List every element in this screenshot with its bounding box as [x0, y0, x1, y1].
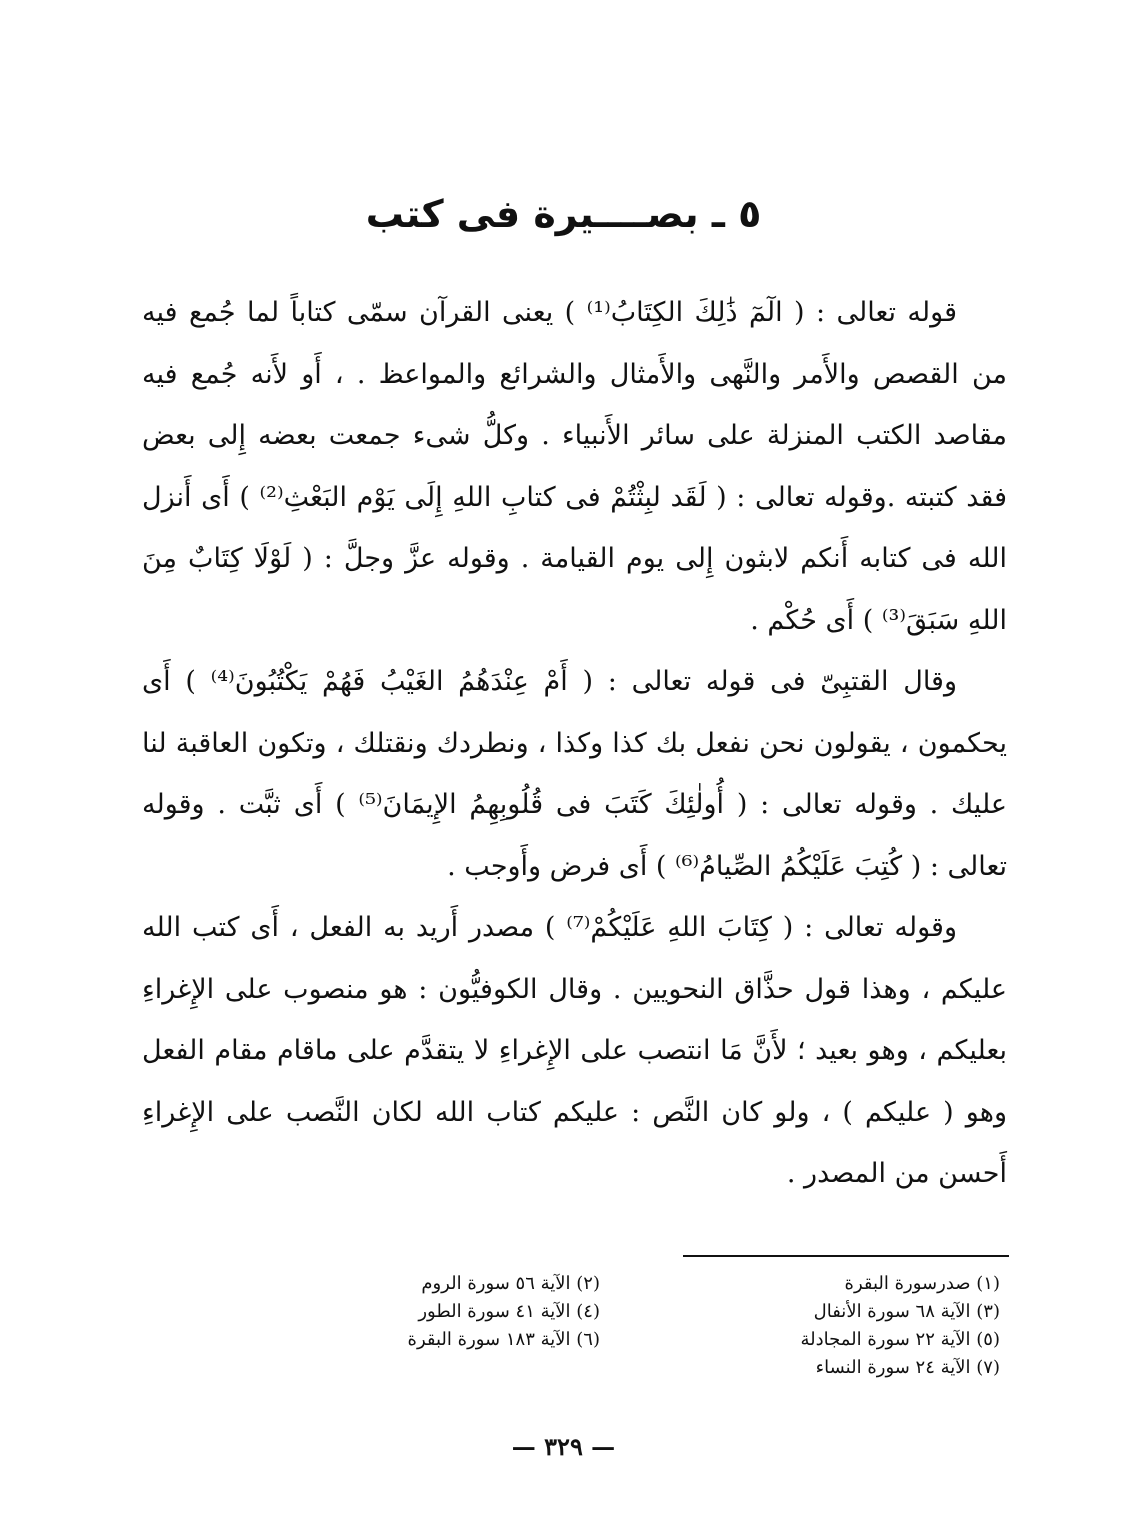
paragraph-2: وقال القتبِىّ فى قوله تعالى : ( أَمْ عِنْدَهُمُ الغَيْبُ فَهُمْ يَكْتُبُونَ⁽⁴⁾ ) أَى يحكمون ، يقولون نحن نفعل بك كذا وكذا ، ونطردك ونقتلك ، وتكون العاقبة لنا عليك . وقوله تعالى : ( أُولٰئِكَ كَتَبَ فى قُلُوبِهِمُ الإِيمَانَ⁽⁵⁾ ) أَى ثبَّت . وقوله تعالى : ( كُتِبَ عَلَيْكُمُ الصِّيامُ⁽⁶⁾ ) أَى فرض وأَوجب . [142, 666, 1007, 882]
footnote-1: (١) صدرسورة البقرة [844, 1273, 1000, 1294]
paragraph-1: قوله تعالى : ( الٓمٓ ذَٰلِكَ الكِتَابُ⁽¹⁾ ) يعنى القرآن سمّى كتاباً لما جُمع فيه من القصص والأَمر والنَّهى والأَمثال والشرائع والمواعظ . ، أَو لأَنه جُمع فيه مقاصد الكتب المنزلة على سائر الأَنبياء . وكلُّ شىء جمعت بعضه إِلى بعض فقد كتبته .وقوله تعالى : ( لَقَد لبِثْتُمْ فى كتابِ اللهِ إِلَى يَوْم البَعْثِ⁽²⁾ ) أَى أَنزل الله فى كتابه أَنكم لابثون إِلى يوم القيامة . وقوله عزَّ وجلَّ : ( لَوْلَا كِتَابٌ مِنَ اللهِ سَبَقَ⁽³⁾ ) أَى حُكْم . [142, 297, 1008, 636]
footnotes [300, 1270, 1000, 1382]
footnote-6: (٦) الآية ١٨٣ سورة البقرة [407, 1329, 600, 1350]
footnote-4: (٤) الآية ٤١ سورة الطور [418, 1301, 600, 1322]
paragraph-3: وقوله تعالى : ( كِتَابَ اللهِ عَلَيْكُمْ⁽⁷⁾ ) مصدر أَريد به الفعل ، أَى كتب الله عليكم ، وهذا قول حذَّاق النحويين . وقال الكوفيُّون : هو منصوب على الإِغراءِ بعليكم ، وهو بعيد ؛ لأَنَّ مَا انتصب على الإِغراءِ لا يتقدَّم على ماقام مقام الفعل وهو ( عليكم ) ، ولو كان النَّص : عليكم كتاب الله لكان النَّصب على الإِغراءِ أَحسن من المصدر . [142, 912, 1007, 1189]
footnote-5: (٥) الآية ٢٢ سورة المجادلة [800, 1329, 1000, 1350]
body-text [142, 282, 1007, 1205]
page-number: — ٣٢٩ — [511, 1432, 616, 1461]
footnote-3: (٣) الآية ٦٨ سورة الأنفال [813, 1301, 1000, 1322]
footnote-divider [683, 1255, 1009, 1257]
footnotes-left-column [300, 1270, 600, 1382]
section-title: ٥ ـ بصــــيرة فى كتب [365, 192, 762, 236]
footnotes-right-column [700, 1270, 1000, 1382]
footnote-2: (٢) الآية ٥٦ سورة الروم [421, 1273, 600, 1294]
footnote-7: (٧) الآية ٢٤ سورة النساء [815, 1357, 1000, 1378]
